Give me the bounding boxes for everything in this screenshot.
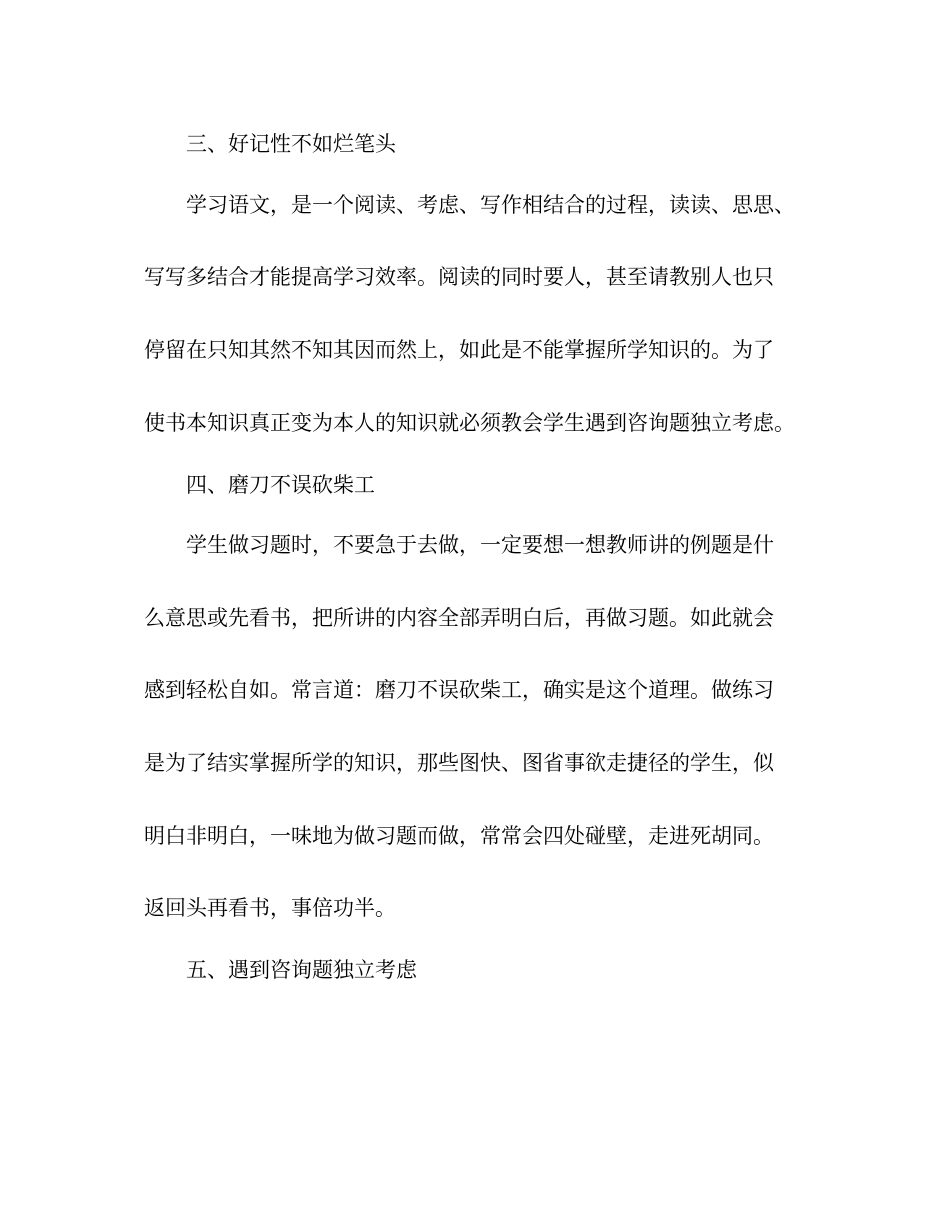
paragraph-line: 感到轻松自如。常言道：磨刀不误砍柴工，确实是这个道理。做练习 — [144, 678, 774, 702]
paragraph-line: 写写多结合才能提高学习效率。阅读的同时要人，甚至请教别人也只 — [144, 265, 774, 289]
paragraph-line: 使书本知识真正变为本人的知识就必须教会学生遇到咨询题独立考虑。 — [144, 411, 795, 435]
section-heading-3: 三、好记性不如烂笔头 — [186, 132, 396, 156]
paragraph-line: 学习语文，是一个阅读、考虑、写作相结合的过程，读读、思思、 — [186, 193, 795, 217]
paragraph-line: 明白非明白，一味地为做习题而做，常常会四处碰壁，走进死胡同。 — [144, 824, 774, 848]
section-heading-4: 四、磨刀不误砍柴工 — [186, 473, 375, 497]
paragraph-line: 学生做习题时，不要急于去做，一定要想一想教师讲的例题是什 — [186, 533, 774, 557]
paragraph-line: 么意思或先看书，把所讲的内容全部弄明白后，再做习题。如此就会 — [144, 606, 774, 630]
paragraph-line: 停留在只知其然不知其因而然上，如此是不能掌握所学知识的。为了 — [144, 338, 774, 362]
section-heading-5: 五、遇到咨询题独立考虑 — [186, 958, 417, 982]
paragraph-line: 返回头再看书，事倍功半。 — [144, 896, 396, 920]
paragraph-line: 是为了结实掌握所学的知识，那些图快、图省事欲走捷径的学生，似 — [144, 751, 774, 775]
